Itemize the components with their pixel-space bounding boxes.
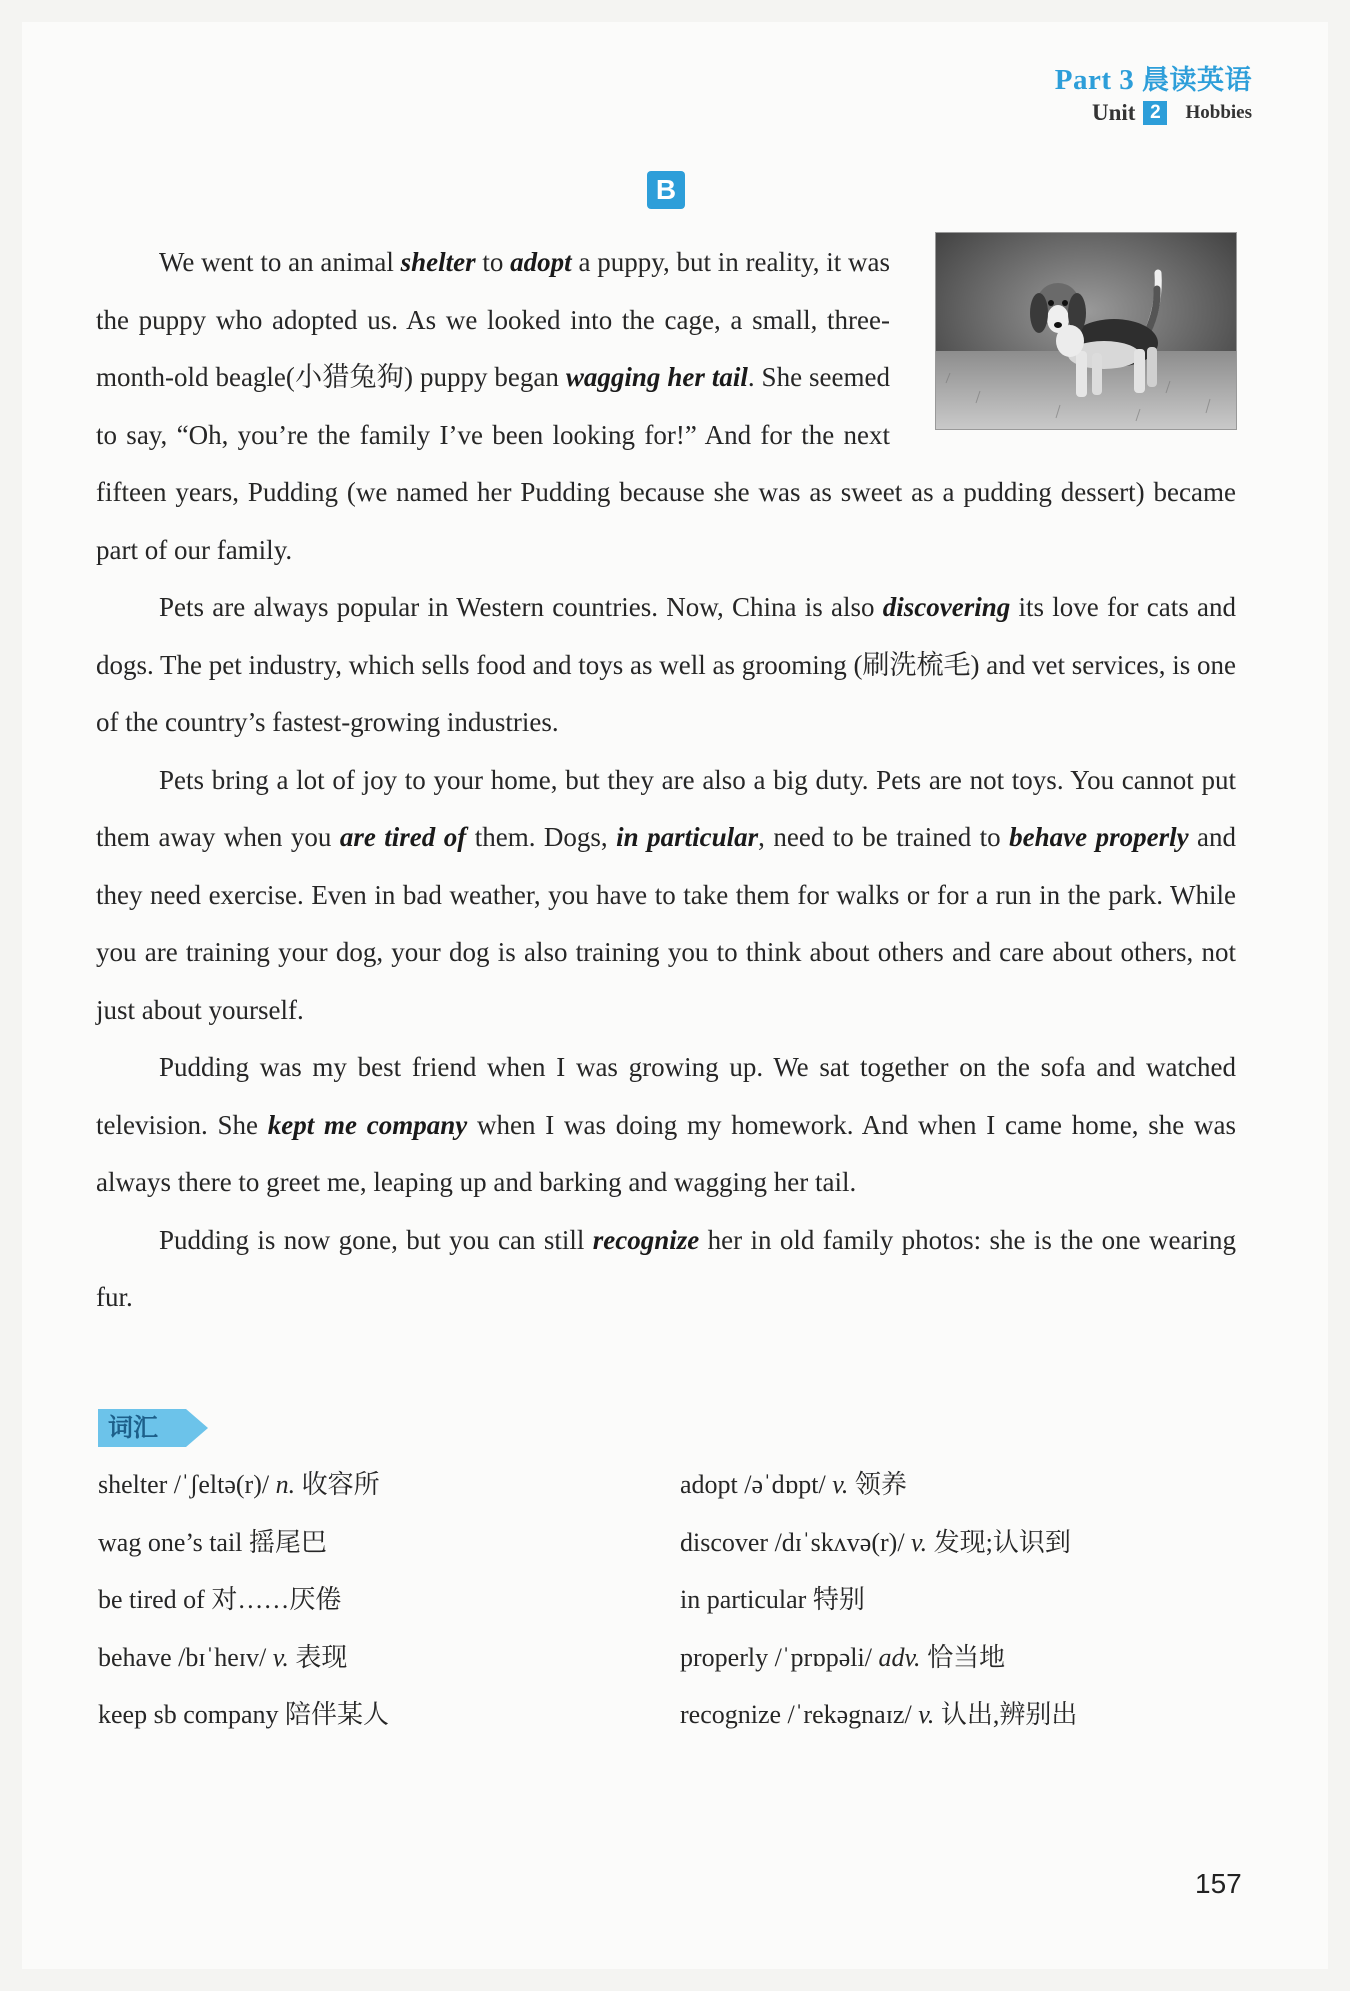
text-run: and they need exercise. Even in bad weather, you have to take them for walks or for a run in the park. While you are training your dog, your dog is also training you to think about others and care about others, not just about yourself. — [96, 822, 1237, 1025]
vocab-pos: v. — [918, 1700, 935, 1729]
vocab-meaning: 表现 — [288, 1642, 348, 1672]
vocab-entry — [98, 1629, 347, 1687]
keyword-shelter: shelter — [400, 247, 476, 277]
text-run: to — [475, 247, 511, 277]
keyword-in-particular: in particular — [616, 822, 759, 852]
vocab-word: discover /dɪˈskʌvə(r)/ — [680, 1527, 912, 1557]
vocab-pos: n. — [275, 1470, 296, 1499]
vocab-meaning: 对……厌倦 — [211, 1585, 342, 1614]
vocab-list — [98, 1456, 1238, 1744]
vocab-word: keep sb company — [98, 1700, 286, 1729]
paragraph-2 — [96, 579, 1236, 752]
vocab-meaning: 认出,辨别出 — [934, 1700, 1078, 1729]
photo-spacer — [890, 234, 1236, 459]
text-run: Pudding was my best friend when I was growing up. We sat together on the sofa and watched television. She — [96, 1052, 1236, 1140]
unit-heading — [1092, 100, 1252, 126]
vocab-entry — [98, 1686, 389, 1744]
section-badge: B — [647, 171, 685, 209]
vocab-entry — [680, 1686, 1077, 1744]
vocab-entry — [98, 1456, 380, 1514]
vocab-meaning: 摇尾巴 — [248, 1527, 327, 1557]
text-run: We went to an animal — [159, 247, 401, 277]
text-run: Pets bring a lot of joy to your home, but they are also a big duty. Pets are not toys. You cannot put them away when you — [96, 764, 1236, 852]
text-run: Pets are always popular in Western countries. Now, China is also — [159, 592, 883, 622]
text-run: its love for cats and dogs. The pet industry, which sells food and toys as well as grooming (刷洗梳毛) and vet services, is one of the country’s fastest-growing industries. — [96, 592, 1236, 737]
vocab-word: recognize /ˈrekəgnaɪz/ — [680, 1700, 919, 1729]
vocab-pos: v. — [911, 1527, 928, 1557]
vocab-entry — [98, 1514, 327, 1572]
vocab-tag-arrow — [186, 1409, 208, 1447]
text-run: . She seemed to say, “Oh, you’re the family I’ve been looking for!” And for the next fifteen years, Pudding (we named her Pudding because she was as sweet as a pudding dessert) became part of our family. — [96, 362, 1236, 565]
vocab-meaning: 领养 — [848, 1470, 907, 1499]
vocab-row — [98, 1514, 1238, 1572]
vocab-row — [98, 1686, 1238, 1744]
vocab-entry — [680, 1456, 907, 1514]
paragraph-4 — [96, 1039, 1236, 1212]
vocab-meaning: 特别 — [812, 1585, 865, 1614]
paragraph-5 — [96, 1212, 1236, 1327]
vocab-pos: v. — [832, 1470, 849, 1499]
vocab-entry — [680, 1629, 1005, 1687]
paragraph-1 — [96, 234, 1236, 579]
keyword-are-tired-of: are tired of — [339, 822, 467, 852]
vocab-word: be tired of — [98, 1585, 212, 1614]
vocab-pos: adv. — [878, 1642, 921, 1672]
keyword-adopt: adopt — [510, 247, 572, 277]
text-run: , need to be trained to — [758, 822, 1010, 852]
unit-prefix: Unit — [1092, 100, 1136, 125]
vocab-meaning: 陪伴某人 — [285, 1700, 390, 1729]
vocab-tag — [98, 1409, 208, 1447]
vocab-entry — [680, 1514, 1071, 1572]
text-run: her in old family photos: she is the one wearing fur. — [96, 1224, 1236, 1312]
vocab-word: properly /ˈprɒpəli/ — [680, 1642, 879, 1672]
vocab-tag-label: 词汇 — [108, 1413, 159, 1442]
vocab-entry — [680, 1571, 865, 1629]
keyword-kept-me-company: kept me company — [267, 1109, 468, 1140]
keyword-wagging-her-tail: wagging her tail — [565, 362, 748, 392]
vocab-meaning: 恰当地 — [920, 1642, 1006, 1672]
paragraph-3 — [96, 752, 1236, 1040]
text-run: when I was doing my homework. And when I came home, she was always there to greet me, leaping up and barking and wagging her tail. — [96, 1109, 1236, 1197]
vocab-word: wag one’s tail — [98, 1527, 249, 1557]
vocab-word: behave /bɪˈheɪv/ — [98, 1642, 273, 1672]
vocab-row — [98, 1571, 1238, 1629]
part-heading — [1055, 58, 1252, 97]
page-number: 157 — [1195, 1868, 1242, 1899]
vocab-row — [98, 1629, 1238, 1687]
vocab-row — [98, 1456, 1238, 1514]
vocab-word: adopt /əˈdɒpt/ — [680, 1470, 833, 1499]
unit-number-badge: 2 — [1143, 101, 1167, 125]
text-run: them. Dogs, — [466, 822, 617, 852]
part-title: 晨读英语 — [1142, 65, 1252, 96]
vocab-pos: v. — [272, 1642, 289, 1672]
running-header — [22, 22, 1328, 132]
keyword-discovering: discovering — [882, 592, 1011, 622]
article-body — [96, 234, 1236, 1327]
vocab-word: shelter /ˈʃeltə(r)/ — [98, 1470, 276, 1499]
keyword-recognize: recognize — [592, 1224, 700, 1255]
text-run: a puppy, but in reality, it was the puppy who adopted us. As we looked into the cage, a small, three-month-old beagle(小猎兔狗) puppy began — [96, 247, 890, 392]
unit-name: Hobbies — [1185, 102, 1252, 123]
text-run: Pudding is now gone, but you can still — [159, 1224, 593, 1255]
vocab-word: in particular — [680, 1585, 813, 1614]
vocab-meaning: 收容所 — [295, 1470, 380, 1499]
part-label: Part 3 — [1054, 64, 1135, 96]
keyword-behave-properly: behave properly — [1009, 822, 1189, 852]
vocab-entry — [98, 1571, 341, 1629]
vocab-meaning: 发现;认识到 — [927, 1527, 1071, 1557]
page — [22, 22, 1328, 1969]
